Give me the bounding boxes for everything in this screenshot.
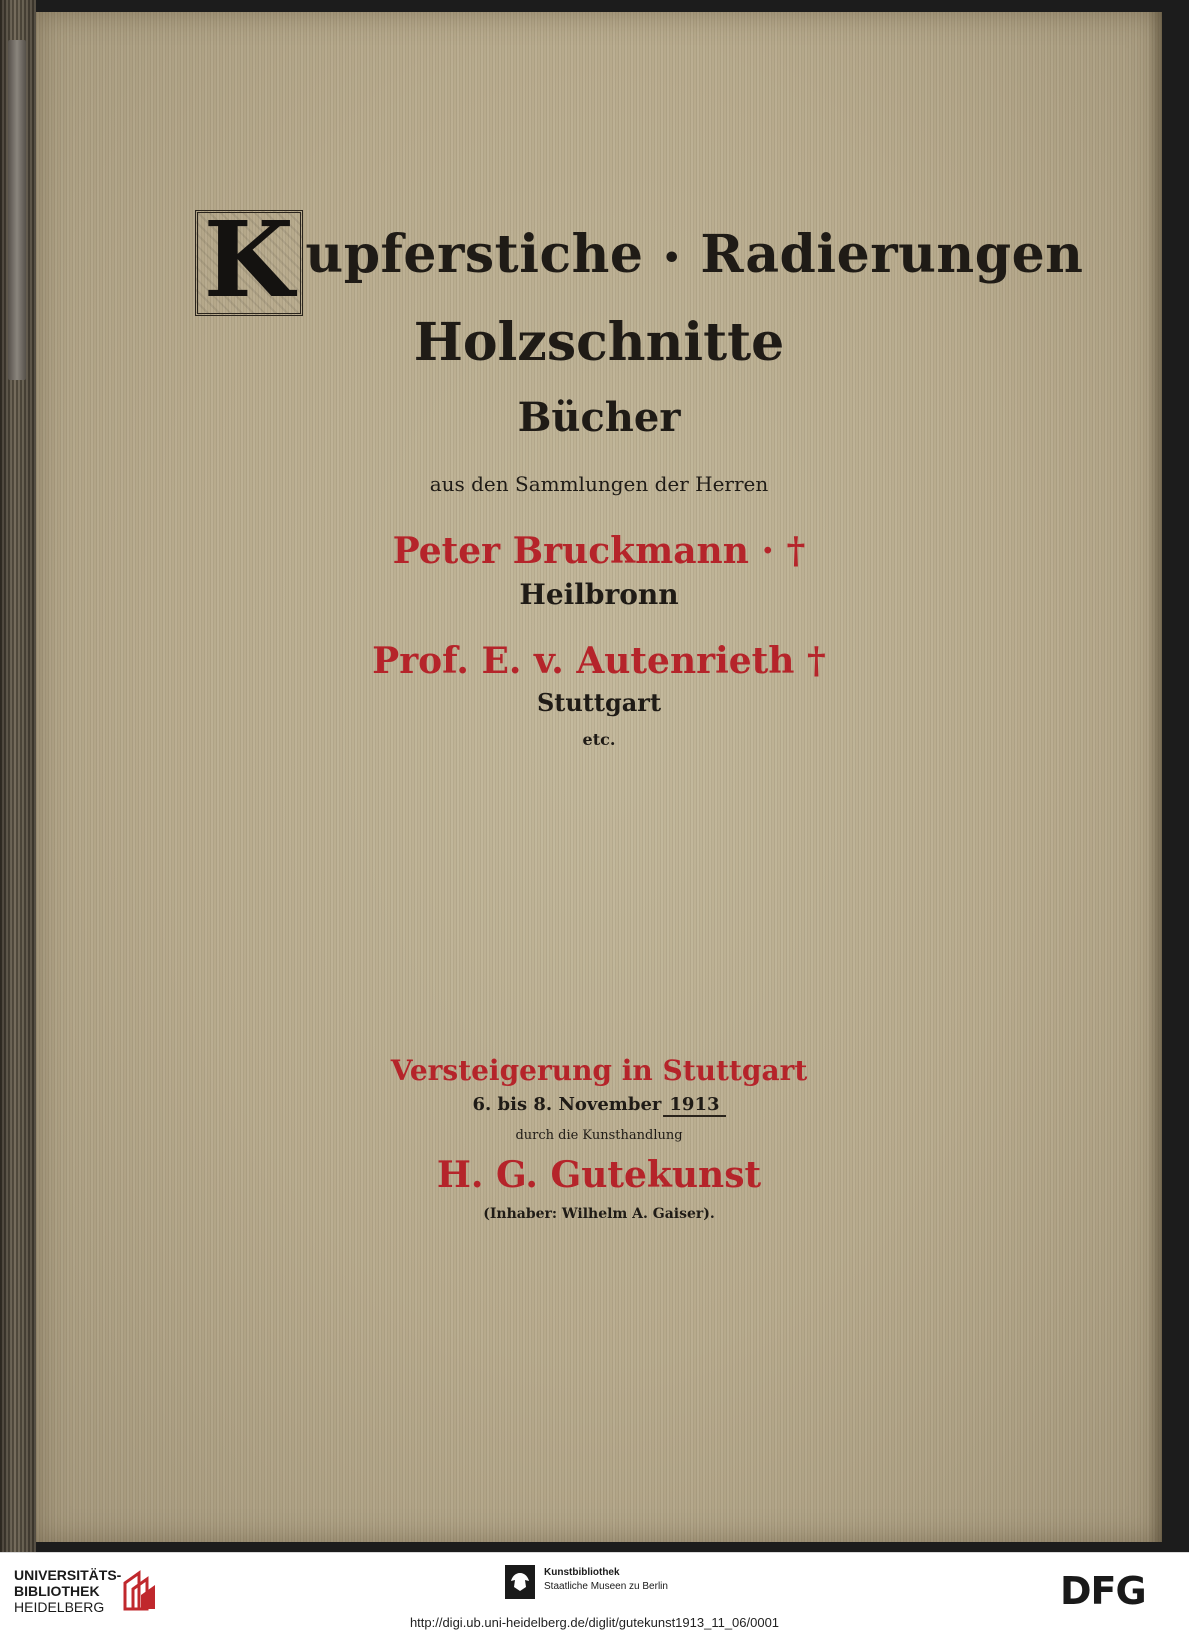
collector-1-name-text: Peter Bruckmann: [392, 530, 749, 572]
auction-location: Versteigerung in Stuttgart: [390, 1054, 808, 1087]
collector-1-name: [36, 530, 1162, 572]
collector-2-city: Stuttgart: [536, 688, 662, 717]
partner-line-1: Kunstbibliothek: [544, 1567, 620, 1578]
cover-page: [36, 12, 1162, 1542]
collectors-etc: etc.: [582, 730, 616, 749]
library-line-3: HEIDELBERG: [14, 1599, 105, 1615]
library-line-1: UNIVERSITÄTS-: [14, 1567, 122, 1583]
ub-heidelberg-book-icon: [121, 1569, 161, 1613]
title-line-3: Bücher: [517, 394, 681, 441]
partner-line-2: Staatliche Museen zu Berlin: [544, 1581, 668, 1592]
auction-year: 1913: [663, 1094, 725, 1117]
library-name: [14, 1567, 121, 1615]
auction-dates: [36, 1094, 1162, 1117]
library-line-2: BIBLIOTHEK: [14, 1583, 100, 1599]
title-line-2: Holzschnitte: [413, 312, 785, 373]
title-separator: •: [662, 241, 682, 276]
kunstbibliothek-eagle-icon: [505, 1565, 535, 1599]
decorated-initial: K: [195, 210, 304, 316]
title-word-2: Radierungen: [700, 224, 1084, 285]
book-spine: [0, 0, 36, 1552]
collector-2-name-text: Prof. E. v. Autenrieth: [372, 640, 795, 682]
credit-footer: [0, 1552, 1189, 1633]
permalink-url[interactable]: http://digi.ub.uni-heidelberg.de/diglit/gutekunst1913_11_06/0001: [409, 1615, 780, 1630]
title-word-1: upferstiche: [305, 224, 644, 285]
auction-dates-text: 6. bis 8. November: [472, 1094, 662, 1115]
firm-owner: (Inhaber: Wilhelm A. Gaiser).: [483, 1206, 715, 1222]
dfg-logo: DFG: [1060, 1569, 1146, 1613]
collector-2-name: [36, 640, 1162, 682]
partner-name: [544, 1566, 668, 1594]
collector-1-city: Heilbronn: [519, 578, 679, 611]
firm-name: H. G. Gutekunst: [436, 1154, 762, 1196]
title-line-1: [76, 198, 1189, 321]
collector-1-cross: · †: [761, 530, 806, 572]
spine-tab: [8, 40, 26, 380]
collections-intro: aus den Sammlungen der Herren: [429, 472, 769, 496]
collector-2-cross: †: [807, 640, 826, 682]
through-line: durch die Kunsthandlung: [515, 1128, 683, 1143]
